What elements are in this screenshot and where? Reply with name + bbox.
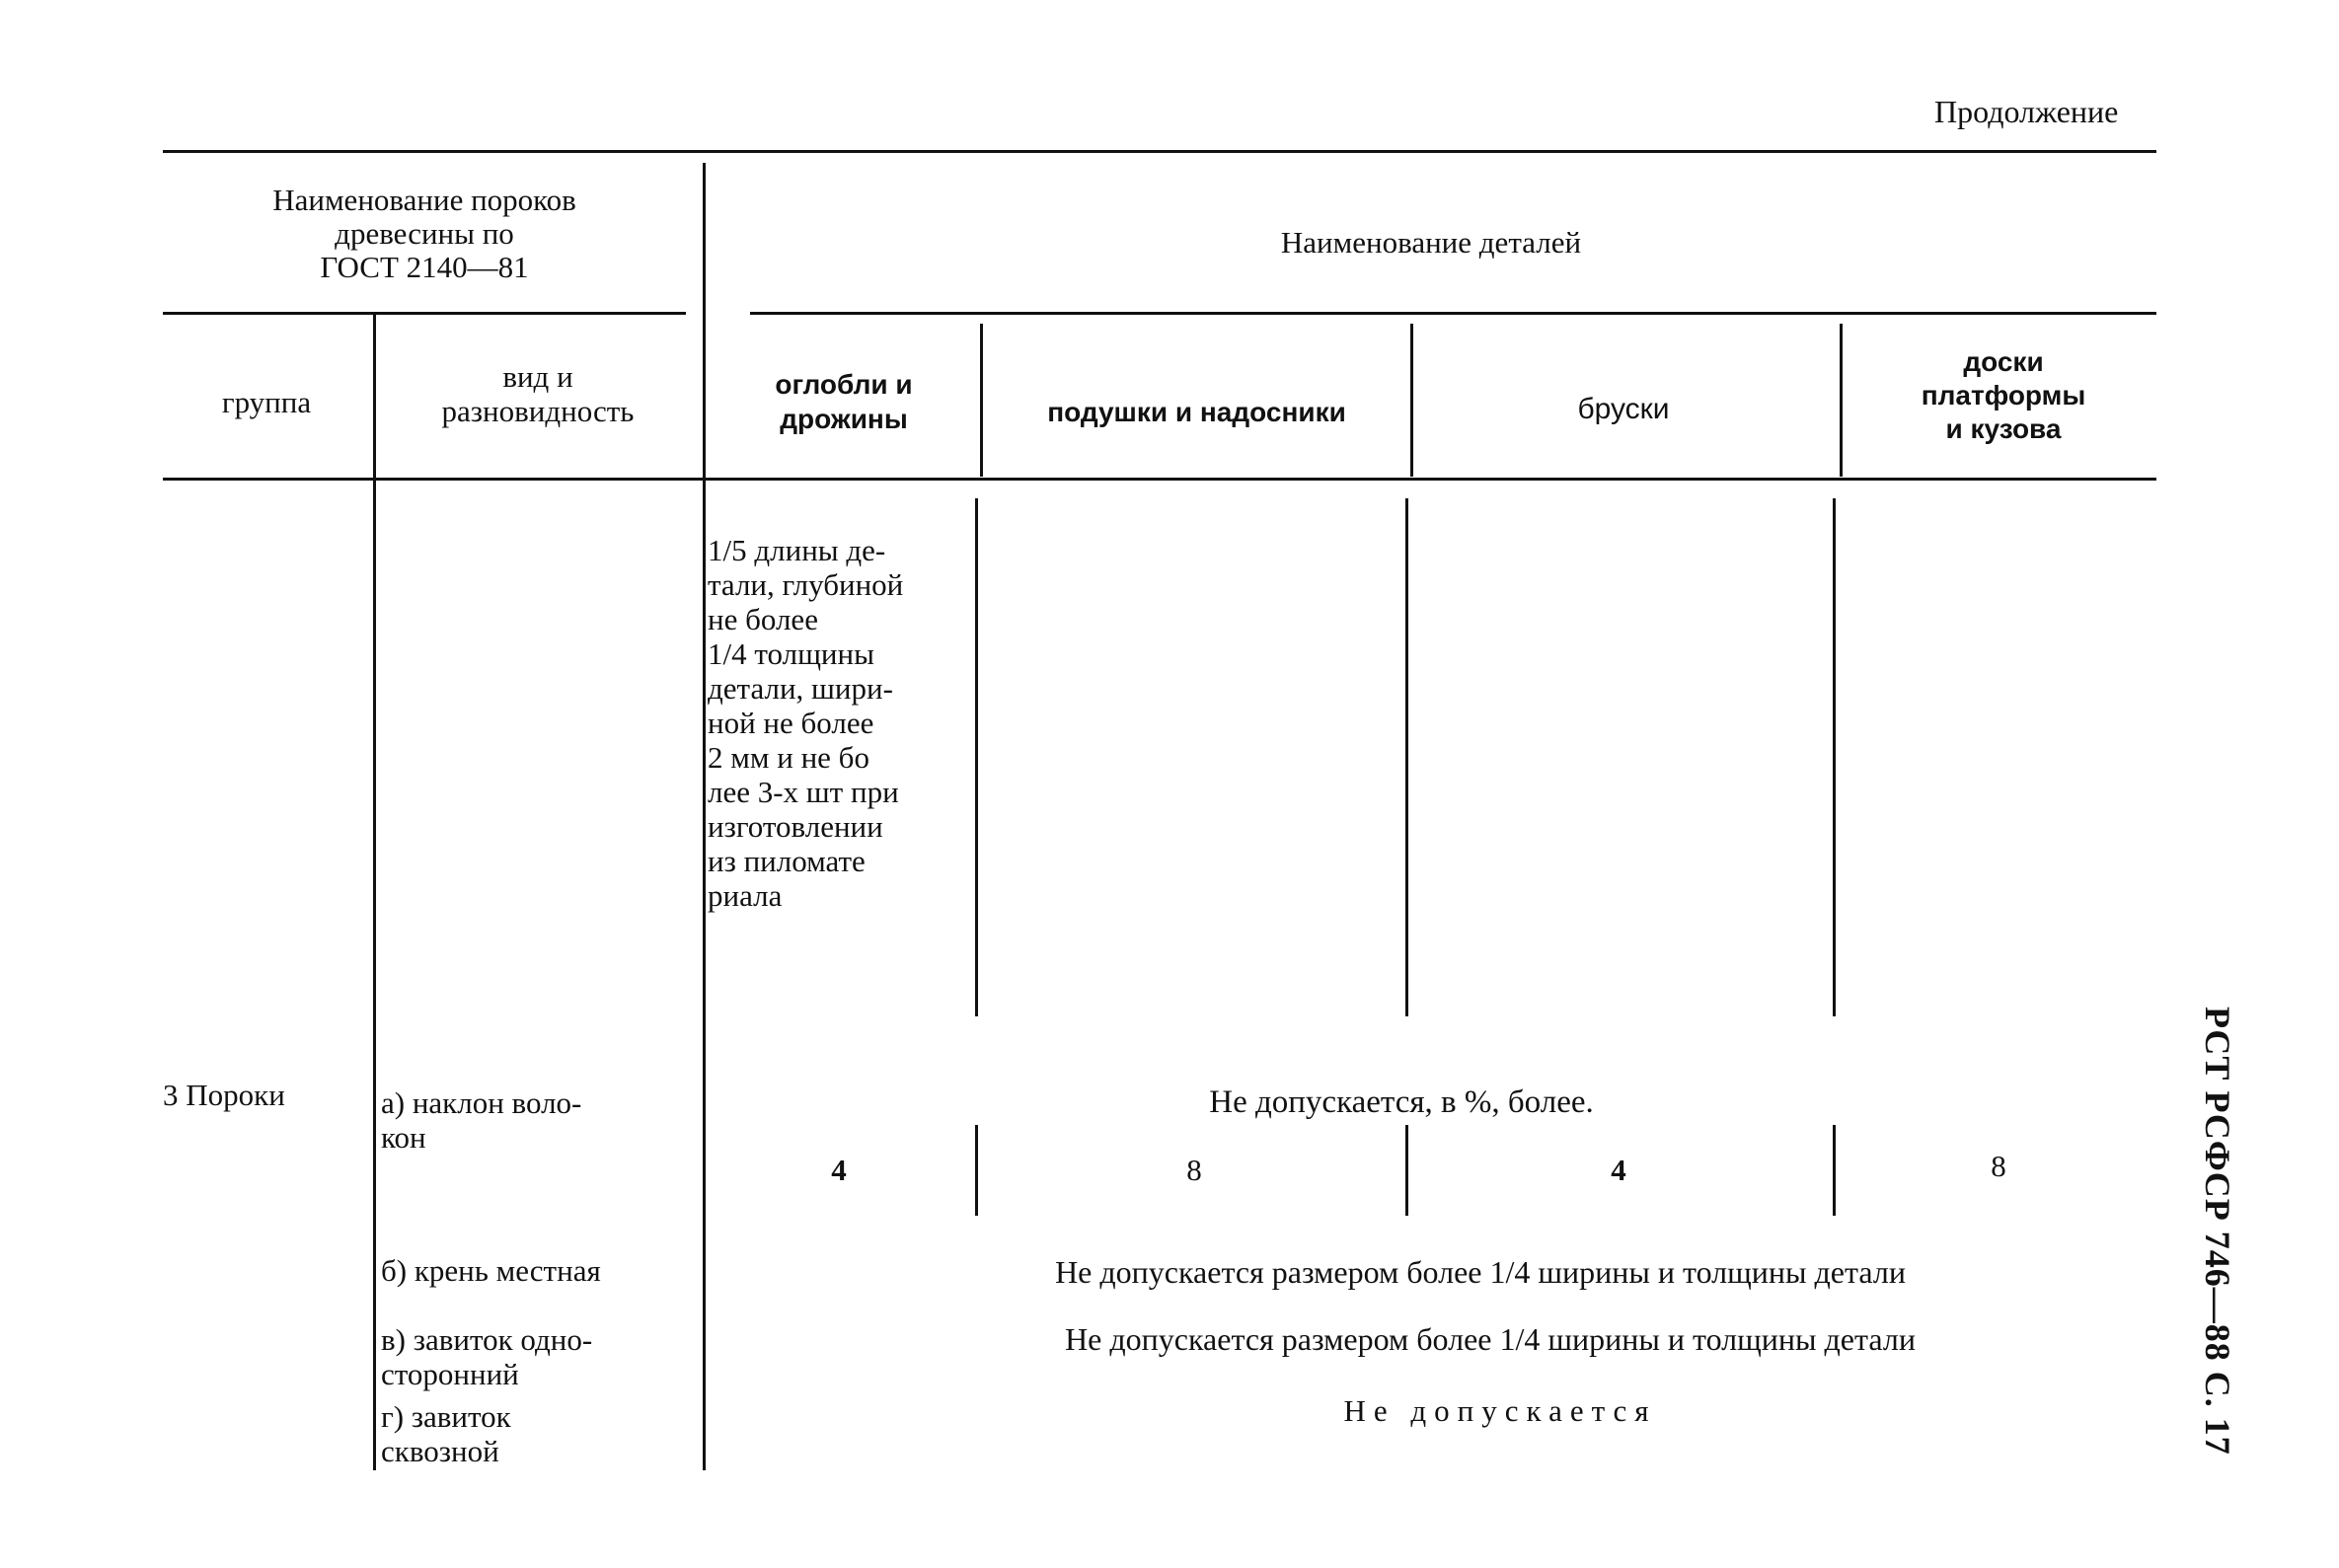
kren-note: Не допускается размером более 1/4 ширины и толщины детали [1055, 1254, 1906, 1290]
header-parts-divider [750, 312, 2156, 315]
table-top-border [163, 150, 2156, 153]
slope-kind: а) наклон воло- кон [381, 1085, 582, 1155]
header-col-divider-1 [980, 324, 983, 477]
zavitok-one-note: Не допускается размером более 1/4 ширины и толщины детали [1065, 1321, 1916, 1357]
value-divider-1 [975, 1125, 978, 1216]
slope-value-3: 4 [1611, 1153, 1626, 1187]
slope-value-1: 4 [831, 1153, 847, 1187]
continuation-label: Продолжение [1934, 94, 2119, 129]
continued-cell-text: 1/5 длины де- тали, глубиной не более 1/4 толщины детали, шири- ной не более 2 мм и не бо лее 3-х шт при изготовлении из пиломате риала [708, 533, 904, 913]
header-col2: подушки и надосники [1047, 397, 1346, 427]
group-label: 3 Пороки [163, 1078, 285, 1112]
group-kind-divider [373, 314, 376, 1470]
header-defects-divider [163, 312, 686, 315]
header-parts-title: Наименование деталей [1280, 225, 1582, 260]
header-col3: бруски [1577, 393, 1670, 425]
kren-kind: б) крень местная [381, 1253, 601, 1288]
slope-value-2: 8 [1186, 1153, 1202, 1187]
header-col-divider-2 [1410, 324, 1413, 477]
zavitok-through-note: Не допускается [1343, 1393, 1657, 1428]
header-group: группа [221, 385, 312, 419]
body-col-divider-3 [1833, 498, 1836, 1016]
header-col-divider-3 [1840, 324, 1843, 477]
side-page-label: РСТ РСФСР 746—88 С. 17 [2198, 1007, 2237, 1456]
value-divider-3 [1833, 1125, 1836, 1216]
value-divider-2 [1405, 1125, 1408, 1216]
zavitok-through-kind: г) завиток сквозной [381, 1399, 511, 1468]
header-defects-title: Наименование пороков древесины по ГОСТ 2140—81 [272, 183, 576, 284]
header-col1: оглобли и дрожины [775, 369, 913, 434]
zavitok-one-kind: в) завиток одно- сторонний [381, 1322, 593, 1391]
header-col4: доски платформы и кузова [1921, 346, 2086, 444]
slope-note: Не допускается, в %, более. [1209, 1084, 1594, 1120]
defects-parts-divider [703, 163, 706, 1470]
header-kind: вид и разновидность [441, 359, 635, 428]
body-col-divider-2 [1405, 498, 1408, 1016]
header-bottom-border [163, 478, 2156, 481]
slope-value-4: 8 [1991, 1149, 2006, 1183]
